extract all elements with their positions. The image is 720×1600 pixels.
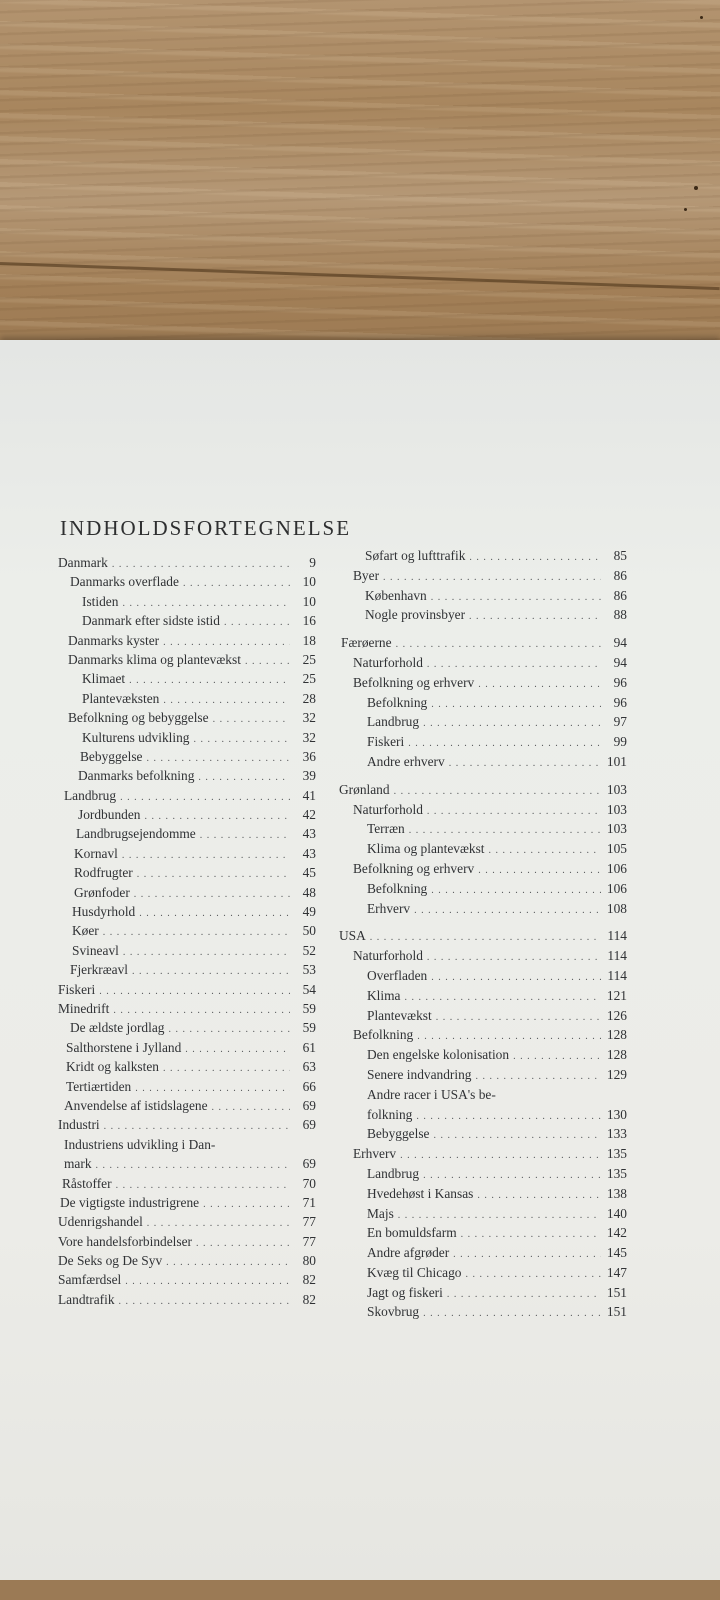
toc-entry-title: Fiskeri xyxy=(367,734,405,750)
toc-leader-dots xyxy=(423,1304,601,1324)
toc-page-number: 135 xyxy=(606,1165,627,1181)
toc-entry xyxy=(337,546,627,566)
toc-entry-title: Danmarks klima og plantevækst xyxy=(68,651,241,667)
toc-entry xyxy=(58,960,316,979)
toc-entry-title: Vore handelsforbindelser xyxy=(58,1233,192,1249)
toc-entry-title: København xyxy=(365,587,427,603)
toc-page-number: 82 xyxy=(302,1272,316,1288)
toc-page-number: 94 xyxy=(613,654,627,670)
toc-page-number: 18 xyxy=(302,632,316,648)
toc-entry xyxy=(58,941,316,960)
toc-page-number: 70 xyxy=(302,1175,316,1191)
toc-entry xyxy=(337,1144,627,1164)
toc-entry xyxy=(58,1174,316,1193)
toc-entry-title: Bebyggelse xyxy=(367,1126,430,1142)
toc-entry xyxy=(58,708,316,727)
toc-entry-title: Råstoffer xyxy=(62,1175,112,1191)
toc-entry-title: Klima og plantevækst xyxy=(367,841,485,857)
toc-page-number: 86 xyxy=(613,587,627,603)
toc-entry-title: Kridt og kalksten xyxy=(66,1059,159,1075)
wood-knot xyxy=(700,16,703,19)
toc-page-number: 86 xyxy=(613,567,627,583)
toc-entry-title: Kvæg til Chicago xyxy=(367,1264,462,1280)
toc-entry-title: Danmark xyxy=(58,555,108,570)
toc-page-number: 69 xyxy=(302,1097,316,1113)
toc-entry-title: Den engelske kolonisation xyxy=(367,1047,510,1063)
toc-entry-title: Nogle provinsbyer xyxy=(365,607,466,623)
toc-entry-title: Senere indvandring xyxy=(367,1066,472,1082)
toc-entry xyxy=(58,1115,316,1134)
toc-entry-title: Erhverv xyxy=(367,900,411,916)
toc-entry xyxy=(58,1212,316,1231)
toc-entry-title: Industriens udvikling i Dan- xyxy=(64,1136,216,1152)
toc-page-number: 129 xyxy=(606,1066,627,1082)
toc-entry-title: Samfærdsel xyxy=(58,1272,122,1288)
toc-entry xyxy=(337,986,627,1006)
toc-entry-title: Andre afgrøder xyxy=(367,1245,450,1261)
toc-entry-title: Befolkning xyxy=(367,694,428,710)
toc-entry xyxy=(58,611,316,630)
toc-entry-title: Befolkning og bebyggelse xyxy=(68,710,209,726)
toc-page-number: 48 xyxy=(302,884,316,900)
wood-knot xyxy=(694,186,698,190)
toc-entry xyxy=(58,728,316,747)
toc-page-number: 69 xyxy=(302,1156,316,1172)
toc-leader-dots xyxy=(414,901,601,921)
toc-entry-title: Overfladen xyxy=(367,967,428,983)
toc-page-number: 43 xyxy=(302,845,316,861)
toc-entry xyxy=(58,999,316,1018)
toc-entry-title: Danmark efter sidste istid xyxy=(82,613,220,629)
toc-entry xyxy=(337,566,627,586)
toc-page-number: 106 xyxy=(606,860,627,876)
toc-entry-title: De Seks og De Syv xyxy=(58,1253,163,1269)
toc-page-number: 151 xyxy=(606,1304,627,1320)
toc-entry xyxy=(337,1204,627,1224)
toc-page-number: 103 xyxy=(606,781,627,797)
toc-entry xyxy=(58,921,316,940)
wooden-table xyxy=(0,0,720,360)
toc-page-number: 32 xyxy=(302,710,316,726)
toc-entry xyxy=(337,1184,627,1204)
toc-page-number: 42 xyxy=(302,807,316,823)
toc-entry xyxy=(337,879,627,899)
toc-entry-title: Danmarks befolkning xyxy=(78,768,195,784)
toc-entry-title: Anvendelse af istidslagene xyxy=(64,1097,208,1113)
toc-entry xyxy=(337,800,627,820)
toc-page-number: 43 xyxy=(302,826,316,842)
toc-page-number: 138 xyxy=(606,1185,627,1201)
toc-page-number: 106 xyxy=(606,880,627,896)
wood-knot xyxy=(684,208,687,211)
toc-entry xyxy=(337,605,627,625)
toc-entry-title: Befolkning xyxy=(353,1027,414,1043)
toc-entry xyxy=(337,1243,627,1263)
toc-entry-title: Andre racer i USA's be- xyxy=(367,1086,496,1102)
toc-entry xyxy=(58,631,316,650)
toc-entry-title: Befolkning og erhverv xyxy=(353,860,475,876)
toc-page-number: 10 xyxy=(302,574,316,590)
toc-entry xyxy=(337,712,627,732)
toc-page-number: 135 xyxy=(606,1146,627,1162)
toc-entry-title: Rodfrugter xyxy=(74,865,133,881)
toc-page-number: 59 xyxy=(302,1000,316,1016)
toc-entry xyxy=(58,1096,316,1115)
toc-page-number: 77 xyxy=(302,1214,316,1230)
toc-entry-title: Skovbrug xyxy=(367,1304,420,1320)
toc-page-number: 28 xyxy=(302,690,316,706)
toc-entry-title: Plantevæksten xyxy=(82,690,160,706)
toc-page-number: 130 xyxy=(606,1106,627,1122)
toc-leader-dots xyxy=(119,1292,290,1311)
toc-page-number: 82 xyxy=(302,1291,316,1307)
toc-entry xyxy=(58,1038,316,1057)
toc-page-number: 45 xyxy=(302,865,316,881)
toc-entry-title: Plantevækst xyxy=(367,1007,432,1023)
toc-entry xyxy=(58,650,316,669)
toc-entry-title: folkning xyxy=(367,1106,413,1122)
toc-page-number: 101 xyxy=(606,753,627,769)
toc-page-number: 96 xyxy=(613,694,627,710)
toc-entry xyxy=(337,1164,627,1184)
toc-entry xyxy=(337,1085,627,1105)
toc-page-number: 66 xyxy=(302,1078,316,1094)
toc-entry xyxy=(337,586,627,606)
toc-leader-dots xyxy=(449,754,601,774)
toc-entry xyxy=(58,1154,316,1173)
toc-page-number: 151 xyxy=(606,1284,627,1300)
toc-page-number: 71 xyxy=(302,1194,316,1210)
toc-entry xyxy=(337,780,627,800)
toc-entry-title: Bebyggelse xyxy=(80,748,143,764)
toc-entry-title: Landbrugsejendomme xyxy=(76,826,196,842)
toc-entry xyxy=(337,653,627,673)
toc-entry xyxy=(58,1057,316,1076)
toc-column-right xyxy=(337,546,627,1322)
toc-entry xyxy=(58,980,316,999)
toc-page-number: 103 xyxy=(606,801,627,817)
toc-entry xyxy=(58,1193,316,1212)
toc-page-number: 114 xyxy=(607,928,627,944)
toc-entry xyxy=(58,592,316,611)
toc-entry-title: Klimaet xyxy=(82,671,126,687)
toc-entry xyxy=(58,1290,316,1309)
toc-entry xyxy=(337,673,627,693)
toc-page-number: 121 xyxy=(606,987,627,1003)
toc-page-number: 54 xyxy=(302,981,316,997)
toc-leader-dots xyxy=(469,607,601,627)
toc-entry-title: Andre erhverv xyxy=(367,753,445,769)
toc-page-number: 105 xyxy=(606,841,627,857)
toc-entry xyxy=(58,824,316,843)
toc-entry xyxy=(58,553,316,572)
toc-page-number: 52 xyxy=(302,942,316,958)
toc-entry xyxy=(337,633,627,653)
toc-page-number: 85 xyxy=(613,548,627,563)
toc-entry-title: Hvedehøst i Kansas xyxy=(367,1185,474,1201)
toc-entry-title: De ældste jordlag xyxy=(70,1020,165,1036)
toc-page-number: 114 xyxy=(607,967,627,983)
toc-entry-title: Danmarks overflade xyxy=(70,574,179,590)
toc-entry-title: Grønfoder xyxy=(74,884,130,900)
toc-entry-title: Landbrug xyxy=(367,1165,420,1181)
toc-entry-title: Industri xyxy=(58,1117,100,1133)
toc-page-number: 96 xyxy=(613,674,627,690)
toc-page-number: 128 xyxy=(606,1047,627,1063)
toc-entry xyxy=(58,689,316,708)
toc-page-number: 97 xyxy=(613,714,627,730)
toc-entry-title: Istiden xyxy=(82,593,119,609)
toc-page-number: 77 xyxy=(302,1233,316,1249)
toc-entry xyxy=(58,669,316,688)
toc-entry xyxy=(337,946,627,966)
toc-entry xyxy=(58,844,316,863)
toc-page-number: 61 xyxy=(302,1039,316,1055)
toc-entry-title: Færøerne xyxy=(341,635,392,651)
toc-entry xyxy=(337,859,627,879)
toc-entry xyxy=(58,747,316,766)
toc-entry xyxy=(337,1263,627,1283)
toc-page-number: 53 xyxy=(302,962,316,978)
toc-page-number: 41 xyxy=(302,787,316,803)
toc-entry-title: Befolkning xyxy=(367,880,428,896)
toc-page-number: 140 xyxy=(606,1205,627,1221)
toc-page-number: 59 xyxy=(302,1020,316,1036)
toc-page-number: 142 xyxy=(606,1225,627,1241)
toc-page-number: 25 xyxy=(302,651,316,667)
toc-entry xyxy=(337,899,627,919)
toc-entry-title: Naturforhold xyxy=(353,948,423,964)
toc-page-number: 80 xyxy=(302,1253,316,1269)
toc-page-number: 50 xyxy=(302,923,316,939)
toc-entry-title: Erhverv xyxy=(353,1146,397,1162)
toc-entry xyxy=(58,572,316,591)
toc-page-number: 147 xyxy=(606,1264,627,1280)
page-bottom-edge xyxy=(0,1580,720,1600)
toc-entry-title: Landtrafik xyxy=(58,1291,115,1307)
toc-entry-title: En bomuldsfarm xyxy=(367,1225,457,1241)
toc-entry xyxy=(58,902,316,921)
toc-entry-title: Naturforhold xyxy=(353,801,423,817)
toc-entry xyxy=(337,1025,627,1045)
toc-page-number: 145 xyxy=(606,1245,627,1261)
toc-entry xyxy=(58,1270,316,1289)
toc-entry-title: Minedrift xyxy=(58,1000,110,1016)
toc-page-number: 9 xyxy=(309,555,316,570)
toc-entry-title: Landbrug xyxy=(367,714,420,730)
toc-entry-title: Kornavl xyxy=(74,845,118,861)
toc-entry-title: Landbrug xyxy=(64,787,117,803)
toc-entry xyxy=(337,966,627,986)
toc-entry-title: Majs xyxy=(367,1205,394,1221)
toc-page-number: 128 xyxy=(606,1027,627,1043)
toc-entry-title: Befolkning og erhverv xyxy=(353,674,475,690)
toc-page-number: 63 xyxy=(302,1059,316,1075)
toc-page-number: 114 xyxy=(607,948,627,964)
toc-entry xyxy=(337,1006,627,1026)
toc-entry-title: Fiskeri xyxy=(58,981,96,997)
toc-page-number: 49 xyxy=(302,904,316,920)
toc-entry xyxy=(58,1018,316,1037)
toc-entry-title: Jordbunden xyxy=(78,807,141,823)
toc-entry xyxy=(58,1077,316,1096)
toc-entry-title: Klima xyxy=(367,987,401,1003)
toc-page-number: 94 xyxy=(613,635,627,651)
toc-entry-title: Jagt og fiskeri xyxy=(367,1284,443,1300)
toc-entry xyxy=(58,863,316,882)
toc-entry xyxy=(337,1045,627,1065)
toc-page-number: 108 xyxy=(606,900,627,916)
toc-entry xyxy=(337,819,627,839)
toc-entry xyxy=(337,926,627,946)
toc-page-number: 99 xyxy=(613,734,627,750)
toc-page-number: 10 xyxy=(302,593,316,609)
toc-entry-title: USA xyxy=(339,928,366,944)
toc-entry xyxy=(337,752,627,772)
toc-entry xyxy=(58,786,316,805)
toc-entry-title: Svineavl xyxy=(72,942,119,958)
toc-page-number: 103 xyxy=(606,821,627,837)
toc-page-number: 36 xyxy=(302,748,316,764)
toc-page-number: 32 xyxy=(302,729,316,745)
toc-entry xyxy=(58,883,316,902)
toc-entry-title: Terræn xyxy=(367,821,405,837)
toc-entry xyxy=(337,1283,627,1303)
toc-entry-title: Køer xyxy=(72,923,99,939)
toc-page-number: 88 xyxy=(613,607,627,623)
toc-entry-title: Husdyrhold xyxy=(72,904,136,920)
toc-entry xyxy=(58,1135,316,1154)
toc-entry xyxy=(58,1232,316,1251)
toc-page-number: 133 xyxy=(606,1126,627,1142)
toc-entry-title: Salthorstene i Jylland xyxy=(66,1039,182,1055)
toc-entry xyxy=(337,732,627,752)
toc-entry-title: De vigtigste industrigrene xyxy=(60,1194,200,1210)
toc-entry-title: Grønland xyxy=(339,781,390,797)
toc-entry-title: Tertiærtiden xyxy=(66,1078,132,1094)
toc-entry xyxy=(337,1223,627,1243)
toc-entry xyxy=(337,1302,627,1322)
toc-page-number: 39 xyxy=(302,768,316,784)
toc-entry xyxy=(337,839,627,859)
toc-entry-title: mark xyxy=(64,1156,92,1172)
toc-entry-title: Søfart og lufttrafik xyxy=(365,548,466,563)
toc-page-number: 25 xyxy=(302,671,316,687)
toc-entry xyxy=(337,1065,627,1085)
toc-column-left xyxy=(58,553,316,1309)
toc-page-number: 126 xyxy=(606,1007,627,1023)
toc-entry xyxy=(58,805,316,824)
toc-entry-title: Udenrigshandel xyxy=(58,1214,143,1230)
toc-entry xyxy=(337,1124,627,1144)
toc-entry xyxy=(337,693,627,713)
toc-entry-title: Fjerkræavl xyxy=(70,962,129,978)
toc-entry-title: Danmarks kyster xyxy=(68,632,160,648)
toc-entry xyxy=(337,1105,627,1125)
toc-page-number: 16 xyxy=(302,613,316,629)
toc-entry xyxy=(58,1251,316,1270)
toc-page-number: 69 xyxy=(302,1117,316,1133)
toc-entry-title: Byer xyxy=(353,567,380,583)
toc-entry-title: Kulturens udvikling xyxy=(82,729,190,745)
toc-entry-title: Naturforhold xyxy=(353,654,423,670)
toc-entry xyxy=(58,766,316,785)
page-title: INDHOLDSFORTEGNELSE xyxy=(60,516,352,540)
